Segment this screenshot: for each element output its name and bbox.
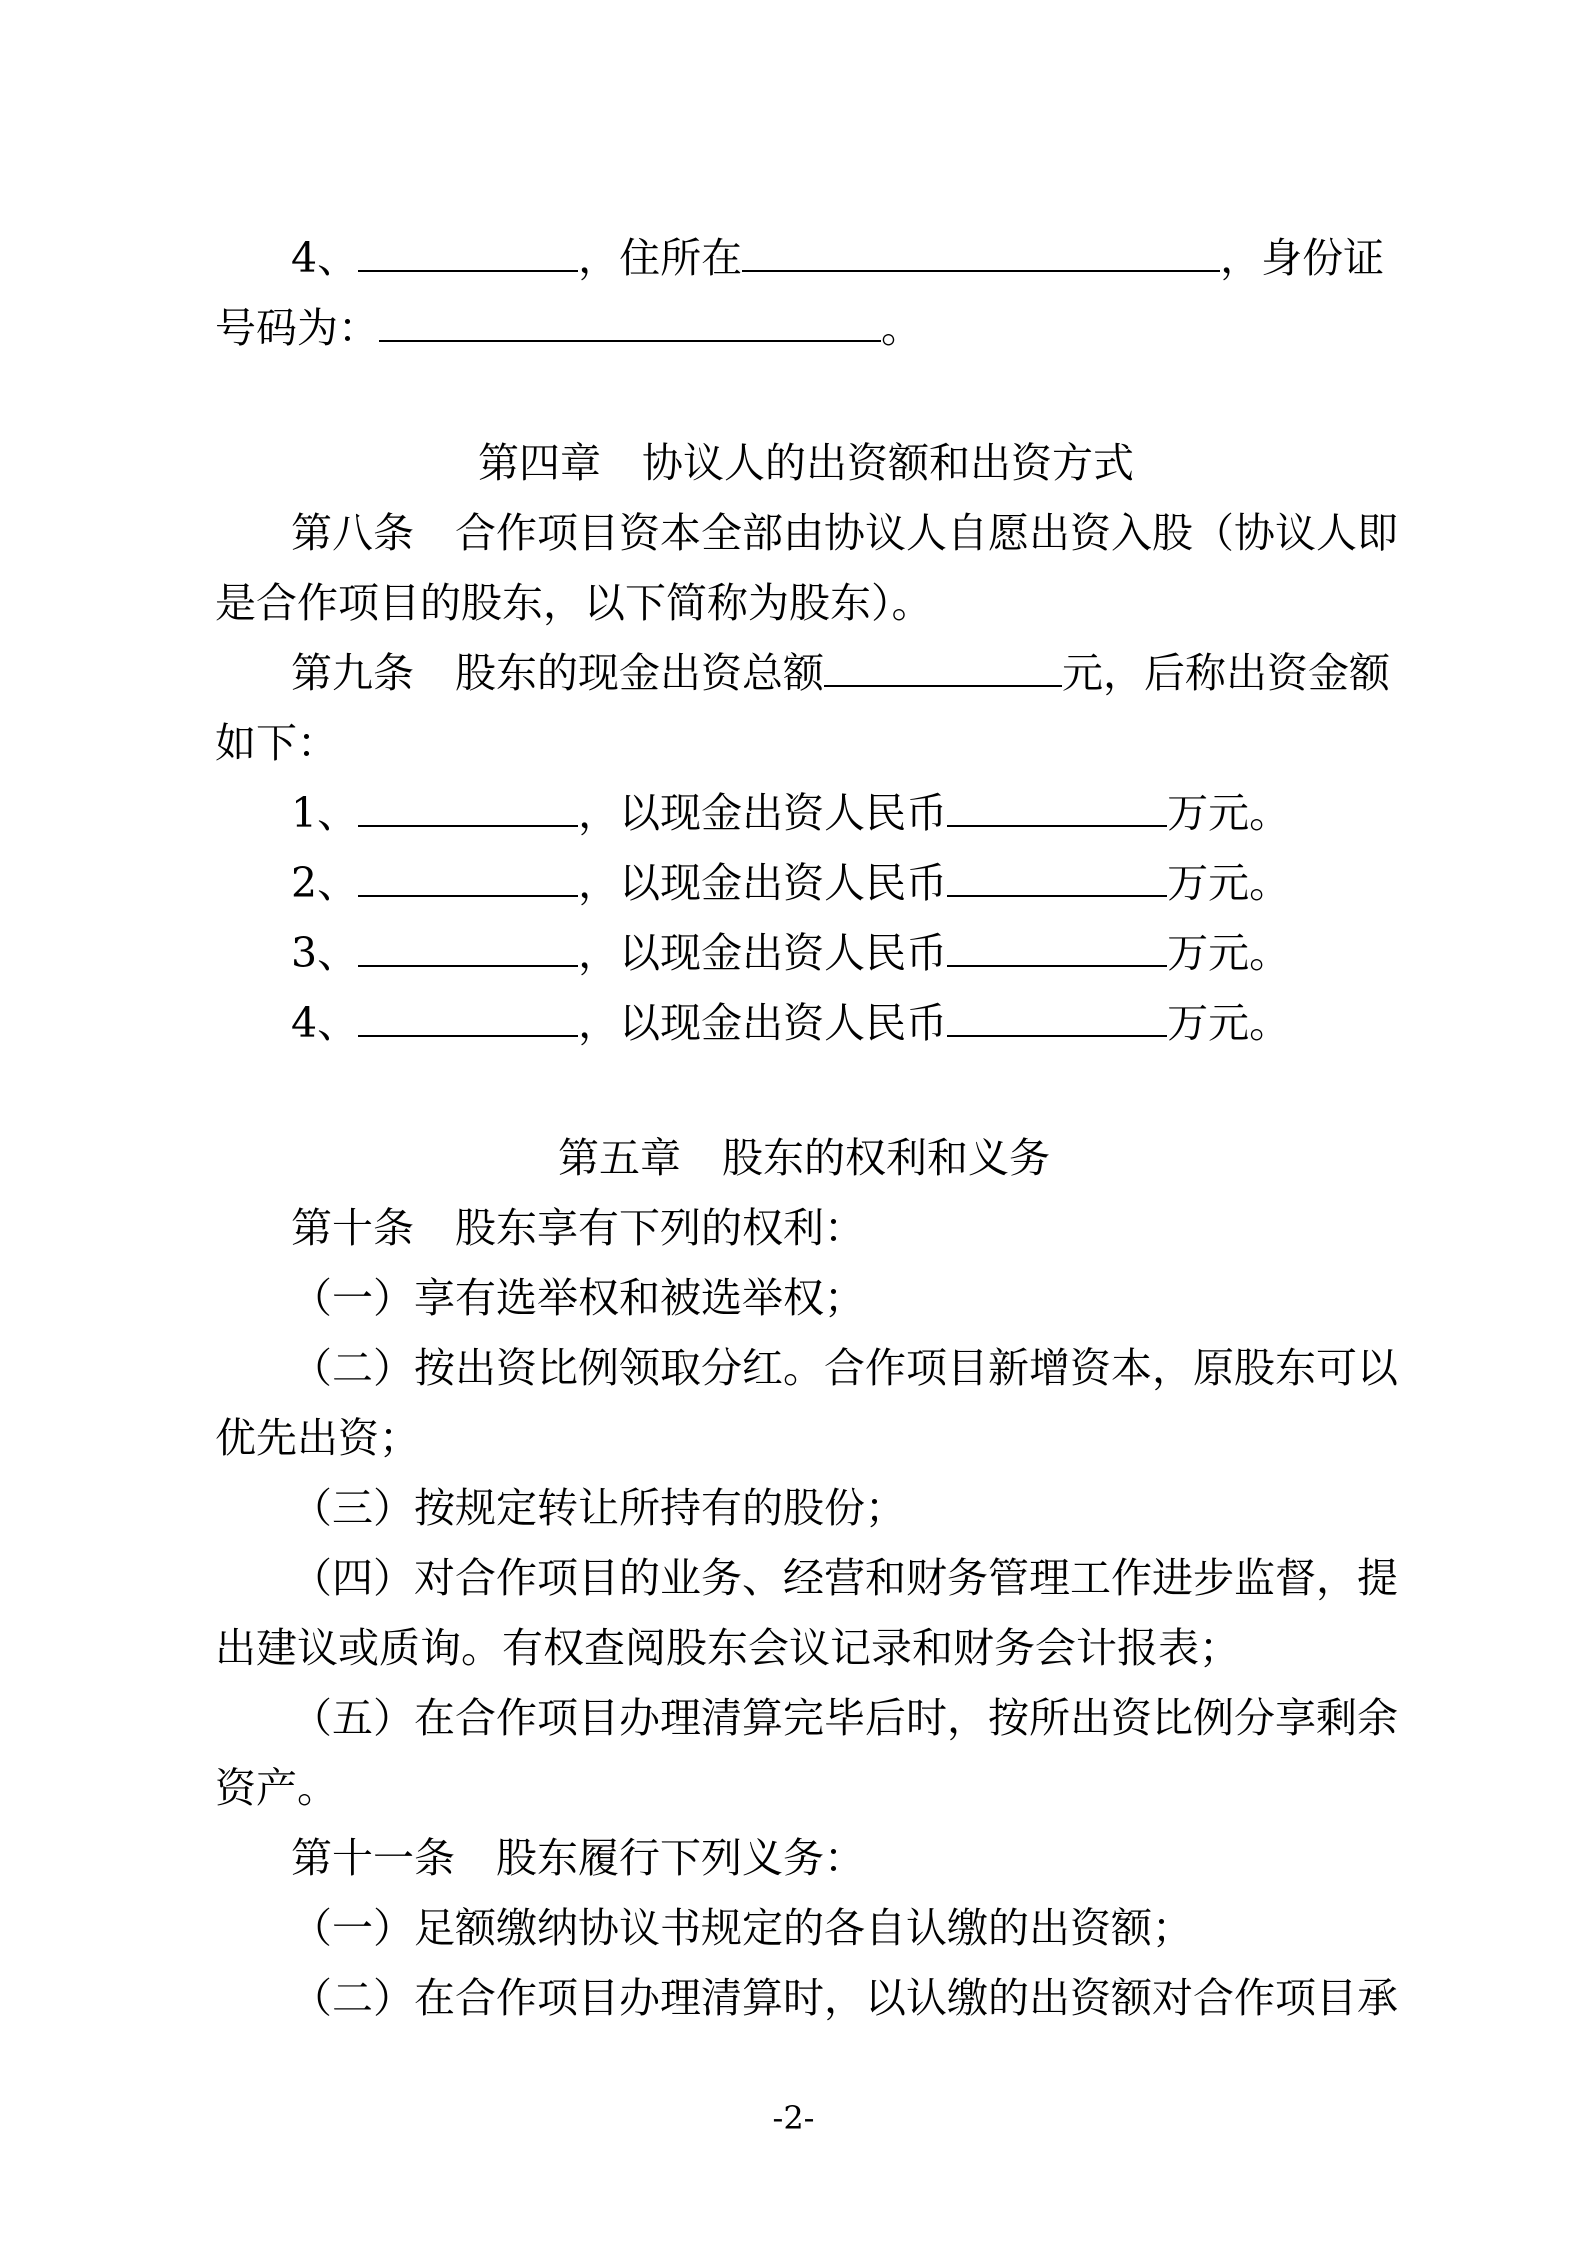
contribution-index: 3、 — [291, 929, 359, 977]
right-2-line1: （二）按出资比例领取分红。合作项目新增资本，原股东可以 — [291, 1344, 1398, 1392]
right-4-line2: 出建议或质询。有权查阅股东会议记录和财务会计报表； — [215, 1624, 1240, 1672]
duty-2-line1: （二）在合作项目办理清算时，以认缴的出资额对合作项目承 — [291, 1974, 1398, 2022]
contribution-row — [291, 993, 1290, 1053]
right-5-line2: 资产。 — [215, 1764, 338, 1812]
right-2-line2: 优先出资； — [215, 1414, 420, 1462]
contribution-row — [291, 783, 1290, 843]
contribution-label: ，以现金出资人民币 — [578, 789, 948, 837]
right-4-line1: （四）对合作项目的业务、经营和财务管理工作进步监督，提 — [291, 1554, 1398, 1602]
contribution-amount-blank[interactable] — [947, 861, 1167, 897]
right-3: （三）按规定转让所持有的股份； — [291, 1484, 906, 1532]
article10: 第十条 股东享有下列的权利： — [291, 1204, 865, 1252]
article9-line1 — [291, 643, 1390, 703]
contribution-unit: 万元。 — [1167, 859, 1291, 907]
chapter4-title: 第四章 协议人的出资额和出资方式 — [478, 439, 1134, 487]
article9-label-2: 元，后称出资金额 — [1062, 649, 1390, 697]
party4-residence-label: ，住所在 — [578, 234, 743, 282]
contribution-unit: 万元。 — [1167, 789, 1291, 837]
contribution-index: 4、 — [291, 999, 359, 1047]
article8-line1: 第八条 合作项目资本全部由协议人自愿出资入股（协议人即 — [291, 509, 1398, 557]
total-capital-blank[interactable] — [824, 651, 1062, 687]
contribution-unit: 万元。 — [1167, 999, 1291, 1047]
party4-id-blank[interactable] — [379, 306, 881, 342]
contribution-amount-blank[interactable] — [947, 791, 1167, 827]
contribution-amount-blank[interactable] — [947, 931, 1167, 967]
party4-index: 4、 — [291, 234, 359, 282]
article9-line2: 如下： — [215, 719, 338, 767]
contribution-amount-blank[interactable] — [947, 1001, 1167, 1037]
chapter5-title: 第五章 股东的权利和义务 — [558, 1134, 1050, 1182]
contribution-index: 2、 — [291, 859, 359, 907]
duty-1: （一）足额缴纳协议书规定的各自认缴的出资额； — [291, 1904, 1193, 1952]
contribution-row — [291, 853, 1290, 913]
party4-id-line — [215, 298, 922, 358]
contribution-index: 1、 — [291, 789, 359, 837]
contribution-row — [291, 923, 1290, 983]
party4-name-blank[interactable] — [358, 236, 578, 272]
contributor-name-blank[interactable] — [358, 861, 578, 897]
contributor-name-blank[interactable] — [358, 1001, 578, 1037]
contributor-name-blank[interactable] — [358, 791, 578, 827]
contribution-label: ，以现金出资人民币 — [578, 999, 948, 1047]
page-number: -2- — [772, 2099, 815, 2137]
contribution-label: ，以现金出资人民币 — [578, 929, 948, 977]
party4-residence-blank[interactable] — [742, 236, 1220, 272]
party4-line — [291, 228, 1384, 288]
contribution-label: ，以现金出资人民币 — [578, 859, 948, 907]
article8-line2: 是合作项目的股东，以下简称为股东）。 — [215, 579, 933, 627]
party4-end: 。 — [881, 304, 922, 352]
party4-id-label-2: 号码为： — [215, 304, 379, 352]
contributor-name-blank[interactable] — [358, 931, 578, 967]
party4-id-label: ，身份证 — [1220, 234, 1385, 282]
right-1: （一）享有选举权和被选举权； — [291, 1274, 865, 1322]
contribution-unit: 万元。 — [1167, 929, 1291, 977]
right-5-line1: （五）在合作项目办理清算完毕后时，按所出资比例分享剩余 — [291, 1694, 1398, 1742]
article11: 第十一条 股东履行下列义务： — [291, 1834, 865, 1882]
article9-label: 第九条 股东的现金出资总额 — [291, 649, 824, 697]
